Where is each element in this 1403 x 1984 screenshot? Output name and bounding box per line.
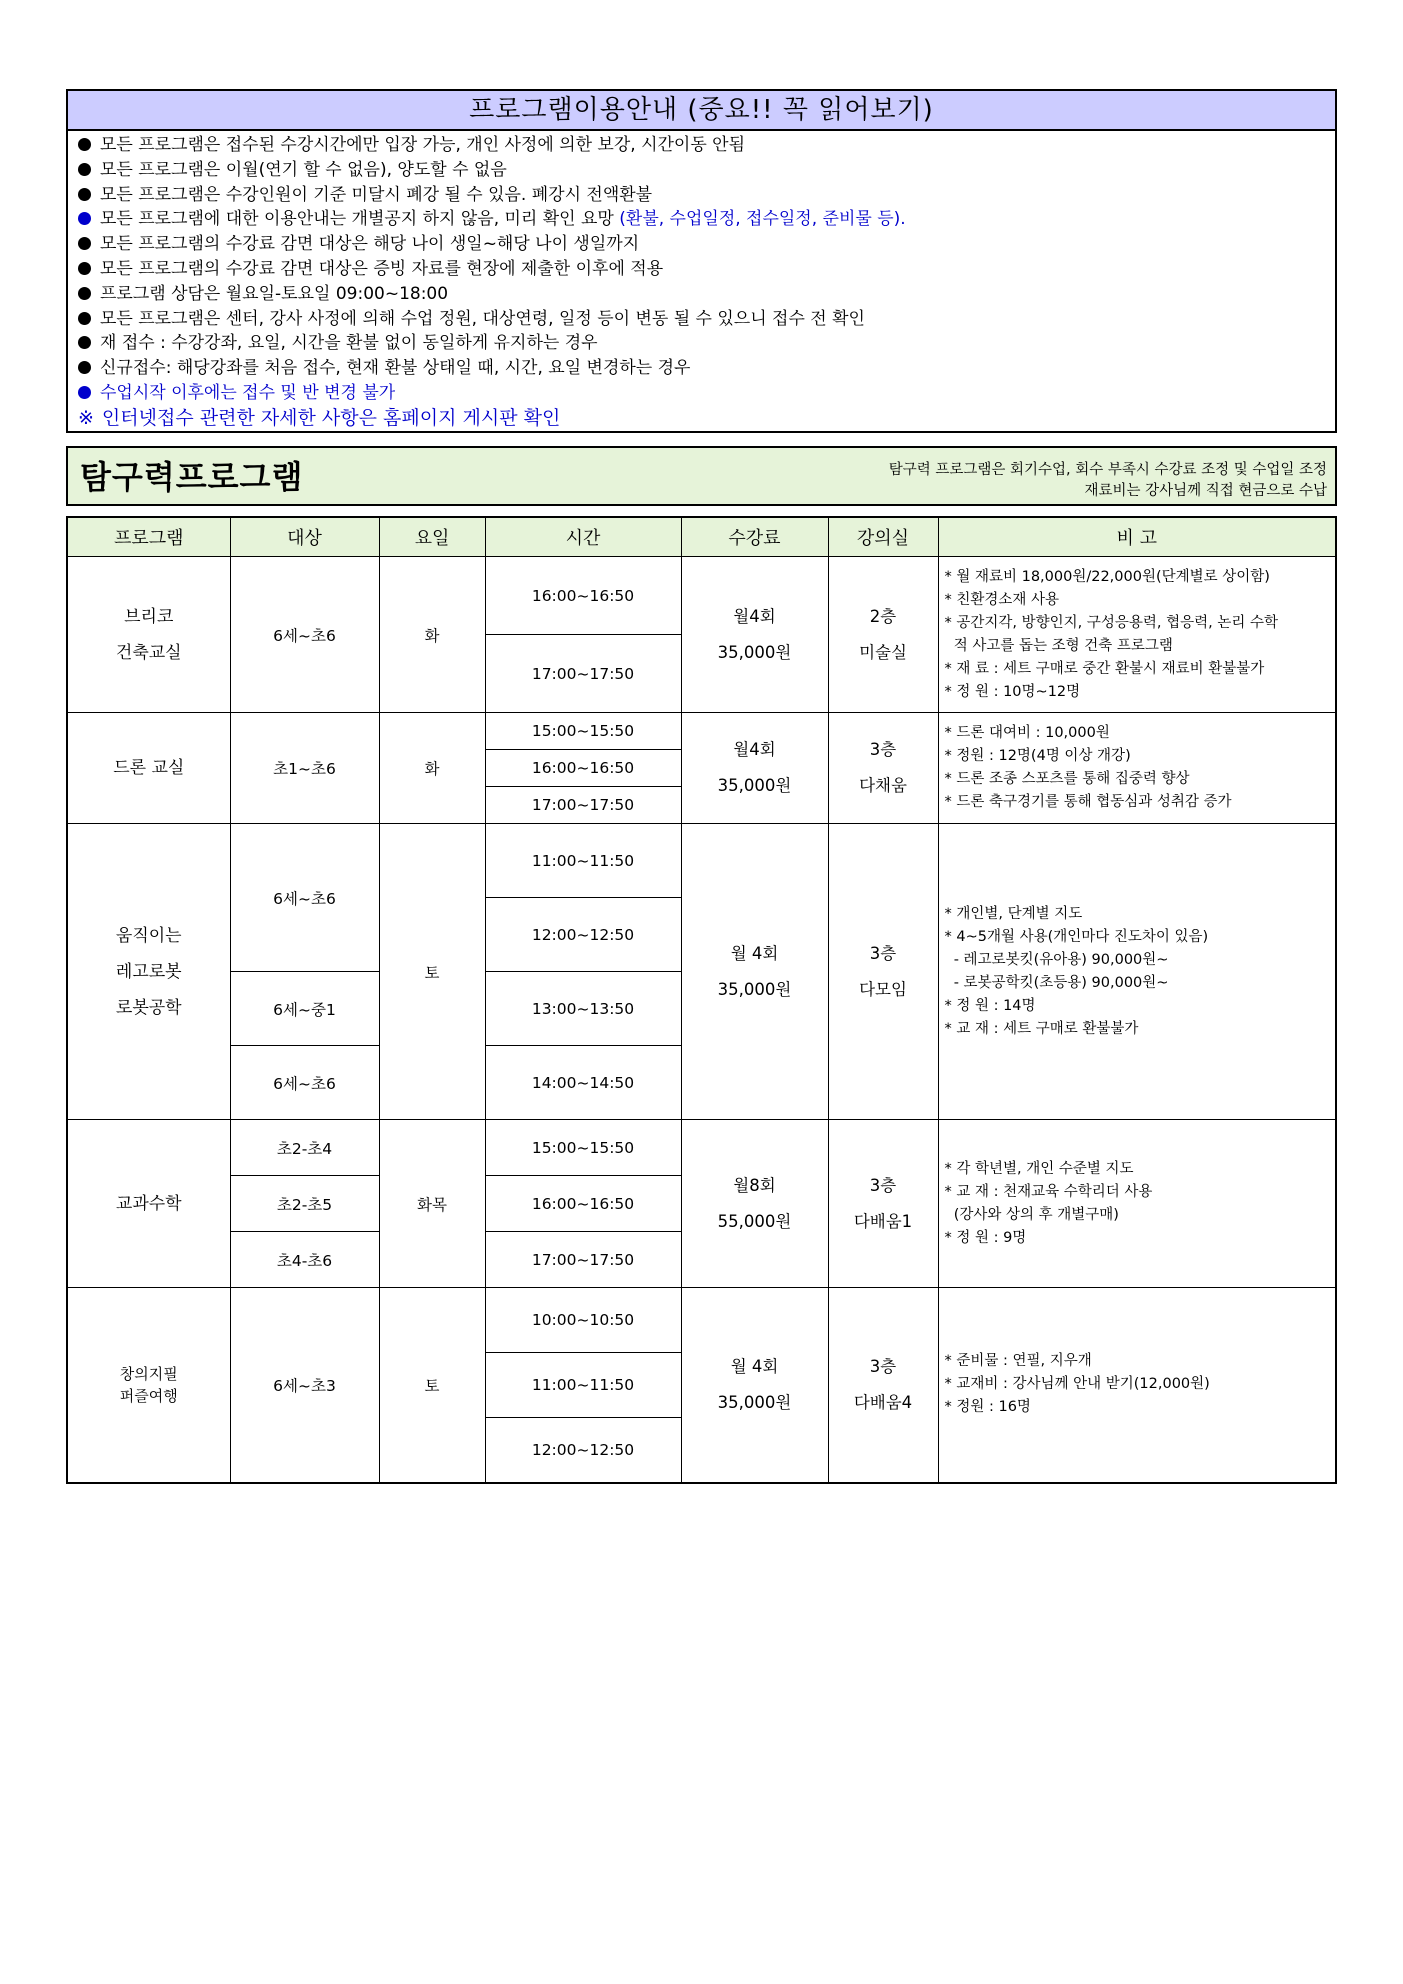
program-time: 16:00~16:50: [485, 1176, 681, 1232]
program-name: 창의지필 퍼즐여행: [67, 1288, 230, 1483]
notice-item: 프로그램 상담은 월요일-토요일 09:00~18:00: [78, 282, 1335, 307]
section-notes: [889, 460, 1327, 502]
program-fee: 월 4회 35,000원: [681, 1288, 828, 1483]
program-fee: 월4회 35,000원: [681, 713, 828, 824]
notice-item: 모든 프로그램은 이월(연기 할 수 없음), 양도할 수 없음: [78, 158, 1335, 183]
program-target: 초1~초6: [230, 713, 379, 824]
program-time: 14:00~14:50: [485, 1046, 681, 1120]
notice-reference: ※ 인터넷접수 관련한 자세한 사항은 홈페이지 게시판 확인: [78, 406, 561, 429]
section-note: 재료비는 강사님께 직접 현금으로 수납: [1084, 483, 1327, 499]
bullet-icon: [78, 212, 91, 225]
program-target: 6세~초6: [230, 824, 379, 972]
program-day: 화목: [379, 1120, 485, 1288]
notice-item: 모든 프로그램은 수강인원이 기준 미달시 폐강 될 수 있음. 폐강시 전액환불: [78, 183, 1335, 208]
program-room: 3층 다배움1: [828, 1120, 938, 1288]
program-target: 초4-초6: [230, 1232, 379, 1288]
bullet-icon: [78, 262, 91, 275]
program-target: 6세~초3: [230, 1288, 379, 1483]
table-row: [67, 1120, 1336, 1176]
program-time: 15:00~15:50: [485, 1120, 681, 1176]
program-time: 12:00~12:50: [485, 898, 681, 972]
program-target: 6세~초6: [230, 557, 379, 713]
program-day: 토: [379, 824, 485, 1120]
program-fee: 월 4회 35,000원: [681, 824, 828, 1120]
bullet-icon: [78, 188, 91, 201]
program-time: 17:00~17:50: [485, 1232, 681, 1288]
bullet-icon: [78, 386, 91, 399]
section-note: 탐구력 프로그램은 회기수업, 회수 부족시 수강료 조정 및 수업일 조정: [888, 462, 1327, 478]
bullet-icon: [78, 237, 91, 250]
program-time: 17:00~17:50: [485, 635, 681, 713]
program-time: 17:00~17:50: [485, 787, 681, 824]
program-notes: * 각 학년별, 개인 수준별 지도 * 교 재 : 천재교육 수학리더 사용 (강사와 상의 후 개별구매) * 정 원 : 9명: [938, 1120, 1336, 1288]
column-header: 프로그램: [67, 517, 230, 557]
column-header: 시간: [485, 517, 681, 557]
notice-item: 모든 프로그램은 접수된 수강시간에만 입장 가능, 개인 사정에 의한 보강, 시간이동 안됨: [78, 133, 1335, 158]
table-header-row: [67, 517, 1336, 557]
bullet-icon: [78, 163, 91, 176]
notice-box: [66, 89, 1337, 433]
notice-item: 수업시작 이후에는 접수 및 반 변경 불가: [78, 381, 1335, 406]
program-target: 초2-초5: [230, 1176, 379, 1232]
program-name: 움직이는 레고로봇 로봇공학: [67, 824, 230, 1120]
bullet-icon: [78, 312, 91, 325]
program-name: 교과수학: [67, 1120, 230, 1288]
program-time: 16:00~16:50: [485, 750, 681, 787]
program-notes: * 준비물 : 연필, 지우개 * 교재비 : 강사님께 안내 받기(12,000원) * 정원 : 16명: [938, 1288, 1336, 1483]
program-notes: * 월 재료비 18,000원/22,000원(단계별로 상이함) * 친환경소재 사용 * 공간지각, 방향인지, 구성응용력, 협응력, 논리 수학 적 사고를 돕는 조형 건축 프로그램 * 재 료 : 세트 구매로 중간 환불시 재료비 환불불가 * 정 원 : 10명~12명: [938, 557, 1336, 713]
table-row: [67, 557, 1336, 635]
notice-item: 재 접수 : 수강강좌, 요일, 시간을 환불 없이 동일하게 유지하는 경우: [78, 331, 1335, 356]
program-time: 13:00~13:50: [485, 972, 681, 1046]
bullet-icon: [78, 361, 91, 374]
program-room: 2층 미술실: [828, 557, 938, 713]
program-time: 15:00~15:50: [485, 713, 681, 750]
program-time: 11:00~11:50: [485, 1353, 681, 1418]
column-header: 수강료: [681, 517, 828, 557]
notice-item: 모든 프로그램은 센터, 강사 사정에 의해 수업 정원, 대상연령, 일정 등이 변동 될 수 있으니 접수 전 확인: [78, 307, 1335, 332]
program-notes: * 드론 대여비 : 10,000원 * 정원 : 12명(4명 이상 개강) * 드론 조종 스포츠를 통해 집중력 향상 * 드론 축구경기를 통해 협동심과 성취감 증가: [938, 713, 1336, 824]
program-room: 3층 다채움: [828, 713, 938, 824]
program-fee: 월4회 35,000원: [681, 557, 828, 713]
bullet-icon: [78, 336, 91, 349]
reference-mark-icon: ※: [78, 406, 94, 429]
program-time: 16:00~16:50: [485, 557, 681, 635]
program-target: 6세~중1: [230, 972, 379, 1046]
program-day: 화: [379, 713, 485, 824]
program-time: 11:00~11:50: [485, 824, 681, 898]
program-target: 초2-초4: [230, 1120, 379, 1176]
program-table: [66, 516, 1337, 1484]
column-header: 비 고: [938, 517, 1336, 557]
table-row: [67, 713, 1336, 750]
bullet-icon: [78, 138, 91, 151]
table-row: [67, 824, 1336, 898]
program-day: 화: [379, 557, 485, 713]
program-time: 12:00~12:50: [485, 1418, 681, 1483]
notice-list: [68, 131, 1335, 431]
notice-item: 모든 프로그램의 수강료 감면 대상은 해당 나이 생일~해당 나이 생일까지: [78, 232, 1335, 257]
program-room: 3층 다배움4: [828, 1288, 938, 1483]
notice-title: 프로그램이용안내 (중요!! 꼭 읽어보기): [68, 91, 1335, 131]
program-name: 브리코 건축교실: [67, 557, 230, 713]
notice-item: 모든 프로그램의 수강료 감면 대상은 증빙 자료를 현장에 제출한 이후에 적용: [78, 257, 1335, 282]
column-header: 대상: [230, 517, 379, 557]
program-room: 3층 다모임: [828, 824, 938, 1120]
column-header: 요일: [379, 517, 485, 557]
program-day: 토: [379, 1288, 485, 1483]
notice-item: 모든 프로그램에 대한 이용안내는 개별공지 하지 않음, 미리 확인 요망 (환불, 수업일정, 접수일정, 준비물 등).: [78, 207, 1335, 232]
section-title: 탐구력프로그램: [80, 458, 304, 496]
table-row: [67, 1288, 1336, 1353]
program-name: 드론 교실: [67, 713, 230, 824]
program-time: 10:00~10:50: [485, 1288, 681, 1353]
column-header: 강의실: [828, 517, 938, 557]
program-fee: 월8회 55,000원: [681, 1120, 828, 1288]
notice-item: 신규접수: 해당강좌를 처음 접수, 현재 환불 상태일 때, 시간, 요일 변경하는 경우: [78, 356, 1335, 381]
section-header: [66, 446, 1337, 506]
program-notes: * 개인별, 단계별 지도 * 4~5개월 사용(개인마다 진도차이 있음) - 레고로봇킷(유아용) 90,000원~ - 로봇공학킷(초등용) 90,000원~ * 정 원 : 14명 * 교 재 : 세트 구매로 환불불가: [938, 824, 1336, 1120]
program-target: 6세~초6: [230, 1046, 379, 1120]
bullet-icon: [78, 287, 91, 300]
